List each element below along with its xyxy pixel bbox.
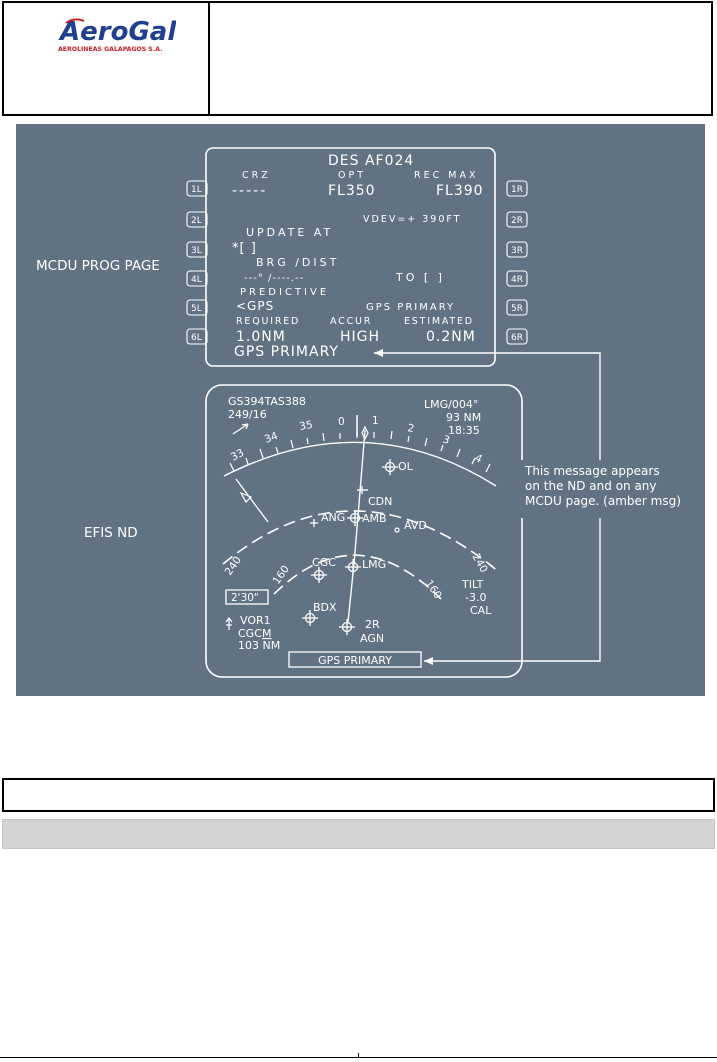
aerogal-logo-graphic [56,15,176,55]
range-arc-outer [223,511,499,572]
mcdu-to-field[interactable]: TO [ ] [396,271,445,284]
section-title-box [2,778,715,812]
callout-arrow-nd-icon [424,657,433,665]
range-label-outer-right: 240 [469,551,490,575]
mcdu-brg-dist: BRG /DIST [256,256,340,269]
mcdu-col-opt: OPT [338,170,367,181]
nd-screen [206,385,522,677]
nd-vor1-dist: 103 NM [238,639,281,652]
nd-wpt-time: 18:35 [448,424,480,437]
figure-svg [16,124,705,696]
ndb-avd-icon [395,528,399,532]
navaid-label-ol: OL [398,460,413,473]
navaid-label-cdn: CDN [368,495,393,508]
navaid-label-agn: AGN [360,632,385,645]
heading-label-35: 35 [298,418,314,433]
nd-tilt-label: TILT [462,578,484,591]
mcdu-rec-max-value: FL390 [436,183,484,199]
lsk-3r-label: 3R [511,246,523,256]
heading-label-3: 3 [441,433,452,447]
navaid-label-2r: 2R [365,618,380,631]
lsk-right-group [507,181,527,344]
wind-arrow-icon [233,424,248,434]
range-label-inner-right: 160 [422,577,444,602]
section-grey-band [2,819,715,849]
mcdu-text [232,153,484,360]
mcdu-accur: ACCUR [330,316,373,327]
lsk-4l-label: 4L [191,275,202,285]
logo-wordmark: AeroGal [60,17,176,47]
flight-plan-track [348,430,365,622]
callout-line-2: on the ND and on any [525,479,657,493]
mcdu-opt-value: FL350 [328,183,376,199]
lsk-2r-label: 2R [511,216,523,226]
nd-waypoint: LMG/004° [424,398,479,411]
lsk-2l-label: 2L [191,216,202,226]
lsk-1l-label: 1L [191,185,202,195]
vor1-pointer-icon [226,618,232,630]
mcdu-scratchpad: GPS PRIMARY [234,344,339,360]
navaid-label-lmg: LMG [362,558,387,571]
header-divider [208,3,210,114]
lsk-6r-label: 6R [511,333,523,343]
mcdu-required: REQUIRED [236,316,301,327]
nd-gs-tas: GS394TAS388 [228,395,306,408]
navaid-labels [312,460,427,645]
cockpit-figure [16,124,705,696]
mcdu-estimated-value: 0.2NM [426,329,476,345]
nd-cal-label: CAL [470,604,492,617]
lsk-left-group [187,181,207,344]
lsk-3l-label: 3L [191,246,202,256]
range-label-outer-left: 240 [222,554,244,578]
navaid-label-ang: ANG [321,511,346,524]
mcdu-gps-primary-small: GPS PRIMARY [366,302,456,313]
mcdu-gps-prompt[interactable]: <GPS [236,299,275,313]
heading-label-1: 1 [372,415,379,427]
mcdu-crz-value: ----- [232,183,268,199]
heading-label-34: 34 [262,429,280,446]
heading-label-0: 0 [338,416,345,428]
nd-message-text: GPS PRIMARY [318,654,392,667]
heading-label-33: 33 [228,446,247,464]
navaid-label-amb: AMB [362,512,387,525]
footer-tick [358,1053,359,1058]
mcdu-required-value: 1.0NM [236,329,286,345]
logo-subtitle: AEROLINEAS GALAPAGOS S.A. [58,46,163,53]
nd-vor1-mode: M [262,627,272,640]
heading-label-2: 2 [406,422,416,436]
document-header [2,1,713,116]
lsk-4r-label: 4R [511,275,523,285]
lsk-5l-label: 5L [191,304,202,314]
nd-wpt-dist: 93 NM [446,411,482,424]
aerogal-logo [56,15,176,55]
mcdu-prog-page-label: MCDU PROG PAGE [36,258,160,274]
heading-label-4: 4 [472,451,484,466]
mcdu-col-crz: CRZ [242,170,271,181]
mcdu-update-field[interactable]: *[ ] [232,241,257,256]
mcdu-predictive: PREDICTIVE [240,287,330,298]
mcdu-vdev: VDEV=+ 390FT [363,214,462,225]
mcdu-estimated: ESTIMATED [404,316,474,327]
navaid-label-avd: AVD [404,519,427,532]
compass-arc [224,442,496,486]
nd-vor1-id: CGC [238,627,262,640]
navaid-label-cgc: CGC [312,556,336,569]
mcdu-accur-value: HIGH [340,329,381,345]
callout-line-3: MCDU page. (amber msg) [525,494,681,508]
callout-arrow-mcdu-icon [374,349,383,357]
navaid-label-bdx: BDX [313,601,337,614]
bearing-pointer [236,479,268,522]
mcdu-brg-field: ---° /----.-- [244,273,305,284]
nd-vor1-label: VOR1 [240,614,271,627]
lsk-5r-label: 5R [511,304,523,314]
mcdu-title: DES AF024 [328,153,415,169]
lsk-1r-label: 1R [511,185,523,195]
range-label-inner-left: 160 [270,563,292,587]
nd-chrono: 2'30" [231,592,259,604]
range-arc-inner [274,555,441,599]
lsk-6l-label: 6L [191,333,202,343]
mcdu-col-rec-max: REC MAX [414,170,479,181]
nd-tilt-value: -3.0 [465,591,487,604]
callout-line-1: This message appears [525,464,660,478]
mcdu-update-at: UPDATE AT [246,226,334,239]
efis-nd-label: EFIS ND [84,525,138,541]
nd-wind: 249/16 [228,408,267,421]
mcdu-screen [187,148,527,366]
callout-text [524,464,681,508]
